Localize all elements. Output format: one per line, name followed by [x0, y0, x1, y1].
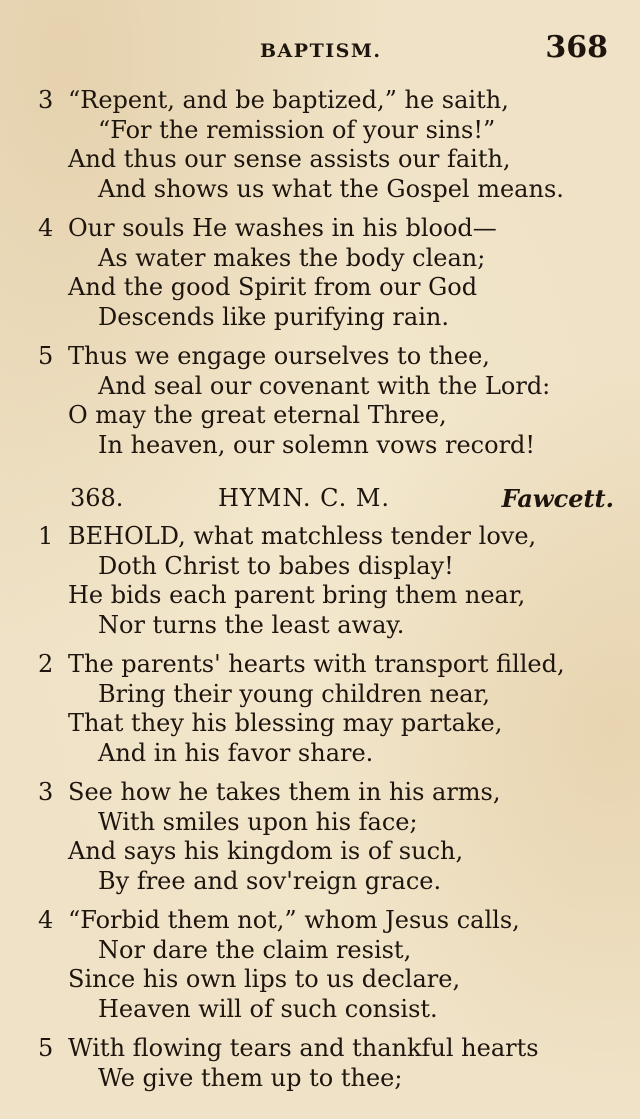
stanza — [38, 342, 618, 460]
stanza — [38, 650, 618, 768]
stanza-number: 5 — [38, 342, 54, 370]
running-head: BAPTISM. — [260, 40, 382, 62]
verse-text: Our souls He washes in his blood— — [68, 214, 497, 242]
stanza-number: 4 — [38, 906, 54, 934]
page-number: 368 — [545, 30, 608, 65]
verse-line: Nor turns the least away. — [98, 610, 405, 639]
stanza-number: 5 — [38, 1034, 54, 1062]
stanza-number: 2 — [38, 650, 54, 678]
verse-line: Heaven will of such consist. — [98, 994, 438, 1023]
verse-text: Thus we engage ourselves to thee, — [68, 342, 490, 370]
verse-line: Bring their young children near, — [98, 679, 491, 708]
verse-text: With flowing tears and thankful hearts — [68, 1034, 539, 1062]
verse-line: And thus our sense assists our faith, — [68, 145, 511, 173]
verse-line — [38, 342, 618, 372]
stanza-number: 1 — [38, 522, 54, 550]
verse-line: And says his kingdom is of such, — [68, 837, 464, 865]
stanza — [38, 778, 618, 896]
hymn-author: Fawcett. — [501, 484, 614, 513]
verse-line — [38, 86, 618, 116]
verse-line — [38, 522, 618, 552]
stanza — [38, 522, 618, 640]
verse-line: And the good Spirit from our God — [68, 273, 478, 301]
verse-line: And shows us what the Gospel means. — [98, 174, 564, 203]
verse-line: “For the remission of your sins!” — [98, 115, 496, 144]
verse-line: Since his own lips to us declare, — [68, 965, 461, 993]
stanza — [38, 906, 618, 1024]
hymn-number: 368. — [70, 484, 124, 512]
verse-line: And in his favor share. — [98, 738, 374, 767]
stanza — [38, 86, 618, 204]
verse-line — [38, 214, 618, 244]
stanza — [38, 214, 618, 332]
verse-line: Nor dare the claim resist, — [98, 935, 412, 964]
verse-line — [38, 1034, 618, 1064]
stanza-number: 3 — [38, 86, 54, 114]
stanza — [38, 1034, 618, 1093]
verse-text: “Repent, and be baptized,” he saith, — [68, 86, 509, 114]
page-content — [38, 86, 618, 1103]
verse-line: In heaven, our solemn vows record! — [98, 430, 536, 459]
hymn-title: HYMN. C. M. — [218, 484, 391, 512]
stanza-number: 3 — [38, 778, 54, 806]
verse-line: And seal our covenant with the Lord: — [98, 371, 551, 400]
hymn-heading — [38, 478, 618, 518]
verse-line: With smiles upon his face; — [98, 807, 418, 836]
verse-line — [38, 778, 618, 808]
stanza-number: 4 — [38, 214, 54, 242]
verse-line: He bids each parent bring them near, — [68, 581, 526, 609]
verse-line: Doth Christ to babes display! — [98, 551, 454, 580]
verse-line: By free and sov'reign grace. — [98, 866, 442, 895]
page-header — [0, 30, 640, 70]
verse-text: “Forbid them not,” whom Jesus calls, — [68, 906, 520, 934]
verse-text: The parents' hearts with transport filled, — [68, 650, 565, 678]
verse-text: BEHOLD, what matchless tender love, — [68, 522, 537, 550]
verse-line — [38, 650, 618, 680]
verse-line: That they his blessing may partake, — [68, 709, 503, 737]
verse-line: We give them up to thee; — [98, 1063, 403, 1092]
verse-text: See how he takes them in his arms, — [68, 778, 501, 806]
verse-line — [38, 906, 618, 936]
verse-line: O may the great eternal Three, — [68, 401, 447, 429]
verse-line: Descends like purifying rain. — [98, 302, 449, 331]
verse-line: As water makes the body clean; — [98, 243, 486, 272]
